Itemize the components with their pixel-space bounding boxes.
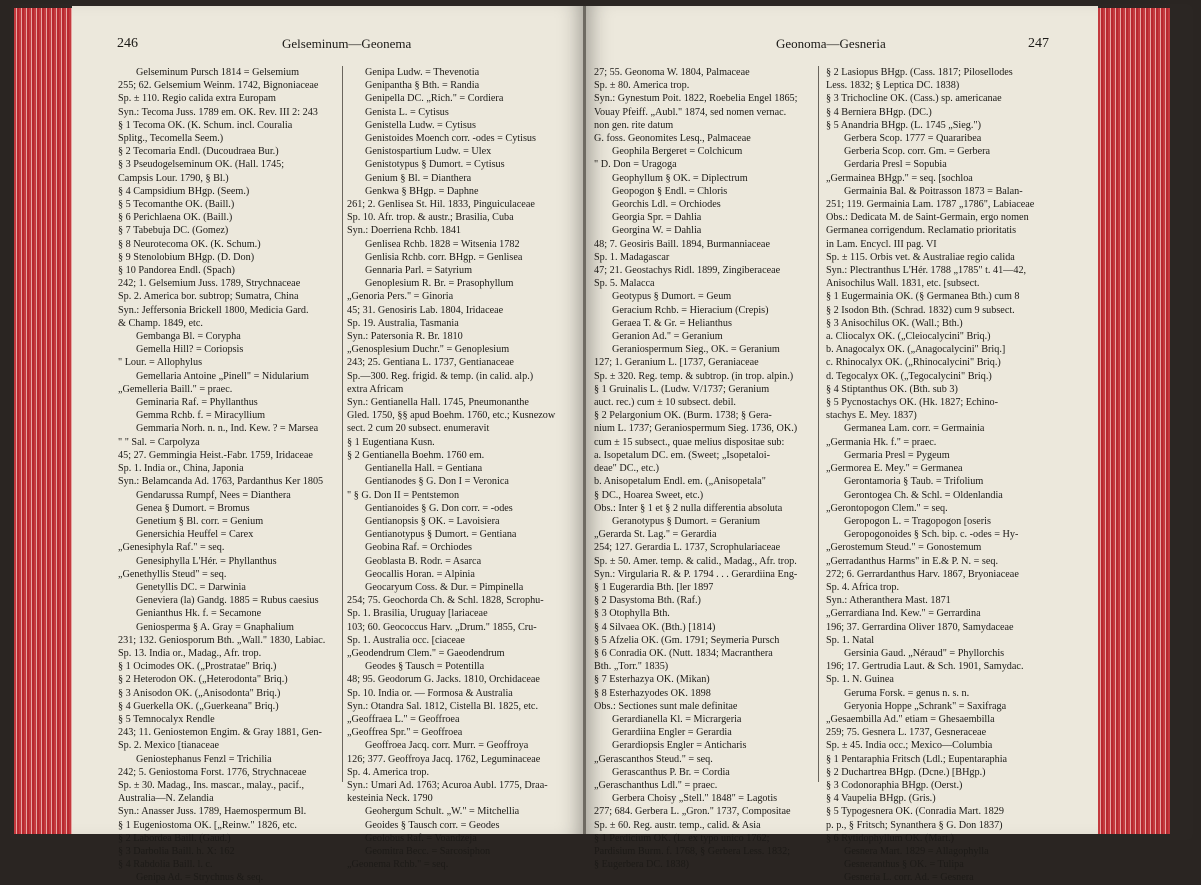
entry-line: 45; 31. Genosiris Lab. 1804, Iridaceae bbox=[347, 304, 504, 316]
entry-line: 277; 684. Gerbera L. „Gron." 1737, Compositae bbox=[594, 806, 791, 818]
entry-line: Geocallis Horan. = Alpinia bbox=[365, 568, 475, 580]
entry-line: § 2 Isodon Bth. (Schrad. 1832) cum 9 subsect. bbox=[826, 304, 1015, 316]
entry-line: § 6 Rytidophyllum OK. (Mart.) bbox=[826, 832, 955, 844]
entry-line: 261; 2. Genlisea St. Hil. 1833, Pinguiculaceae bbox=[347, 199, 535, 211]
entry-line: Geoides § Tausch corr. = Geodes bbox=[365, 819, 500, 831]
entry-line: Geropogonoides § Sch. bip. c. -odes = Hy- bbox=[844, 529, 1019, 541]
entry-line: Genistella Ludw. = Cytisus bbox=[365, 119, 476, 131]
entry-line: Syn.: Jeffersonia Brickell 1800, Medicia Gard. bbox=[118, 304, 309, 316]
entry-line: Sp. 5. Malacca bbox=[594, 278, 655, 290]
entry-line: § 2 Heterodon OK. („Heterodonta" Briq.) bbox=[118, 674, 288, 686]
entry-line: § 10 Pandorea Endl. (Spach) bbox=[118, 265, 235, 277]
entry-line: Syn.: Belamcanda Ad. 1763, Pardanthus Ker 1805 bbox=[118, 476, 324, 488]
entry-line: Georgia Spr. = Dahlia bbox=[612, 212, 702, 224]
entry-line: auct. rec.) cum ± 10 subsect. debil. bbox=[594, 397, 736, 409]
entry-line: Geobina Raf. = Orchiodes bbox=[365, 542, 473, 554]
right-page-number: 247 bbox=[1028, 36, 1049, 51]
entry-line: Geraea T. & Gr. = Helianthus bbox=[612, 317, 732, 329]
entry-line: § 3 Anisochilus OK. (Wall.; Bth.) bbox=[826, 317, 963, 329]
entry-line: Georchis Ldl. = Orchiodes bbox=[612, 199, 721, 211]
column-divider bbox=[818, 66, 819, 782]
right-page bbox=[586, 6, 1098, 884]
entry-line: non gen. rite datum bbox=[594, 119, 674, 131]
entry-line: „Geodendrum Clem." = Gaeodendrum bbox=[347, 647, 505, 659]
entry-line: „Gesaembilla Ad." etiam = Ghesaembilla bbox=[826, 713, 995, 725]
entry-line: Gerardiina Engler = Gerardia bbox=[612, 727, 732, 739]
entry-line: Genesiphylla L'Hér. = Phyllanthus bbox=[136, 555, 277, 567]
entry-line: § 2 Labordea Baill. (Gaud.) bbox=[118, 832, 231, 844]
left-column-1 bbox=[118, 66, 336, 885]
entry-line: Geranion Ad." = Geranium bbox=[612, 331, 723, 343]
entry-line: Gelseminum Pursch 1814 = Gelsemium bbox=[136, 67, 300, 78]
entry-line: Genetyllis DC. = Darwinia bbox=[136, 581, 246, 593]
entry-line: b. Anisopetalum Endl. em. („Anisopetala" bbox=[594, 476, 766, 488]
entry-line: § 3 Darbolia Baill. h. X: 162 bbox=[118, 845, 235, 857]
entry-line: „Gerontopogon Clem." = seq. bbox=[826, 502, 948, 514]
entry-line: Georgina W. = Dahlia bbox=[612, 225, 702, 237]
entry-line: § 2 Pelargonium OK. (Burm. 1738; § Gera- bbox=[594, 410, 772, 422]
entry-line: Germaria Presl = Pygeum bbox=[844, 449, 950, 461]
entry-line: Gemella Hill? = Coriopsis bbox=[136, 344, 244, 356]
entry-line: § 4 Campsidium BHgp. (Seem.) bbox=[118, 185, 250, 197]
entry-line: „Gerostemum Steud." = Gonostemum bbox=[826, 542, 982, 554]
entry-line: Pardisium Burm. f. 1768, § Gerbera Less. 1832; bbox=[594, 845, 791, 857]
entry-line: § 1 Eugeniostoma OK. [„Reinw." 1826, etc. bbox=[118, 819, 297, 831]
entry-line: § 1 Ocimodes OK. („Prostratae" Briq.) bbox=[118, 661, 277, 673]
entry-line: „Genesiphyla Raf." = seq. bbox=[118, 542, 225, 554]
right-page-edges bbox=[1098, 8, 1170, 834]
left-page bbox=[72, 6, 584, 884]
entry-line: „Germania Hk. f." = praec. bbox=[826, 436, 937, 448]
entry-line: „Germainea BHgp." = seq. [sochloa bbox=[826, 172, 973, 184]
entry-line: Sp. ± 60. Reg. austr. temp., calid. & Asia bbox=[594, 819, 761, 831]
entry-line: Sp. 2. Mexico [tianaceae bbox=[118, 740, 219, 752]
entry-line: Genkwa § BHgp. = Daphne bbox=[365, 185, 479, 197]
entry-line: Syn.: Gentianella Hall. 1745, Pneumonanthe bbox=[347, 397, 529, 409]
entry-line: 259; 75. Gesnera L. 1737, Gesneraceae bbox=[826, 727, 987, 739]
entry-line: „Gerradanthus Harms" in E.& P. N. = seq. bbox=[826, 555, 999, 567]
entry-line: „Geonema Rchb." = seq. bbox=[347, 859, 449, 871]
entry-line: „Gerrardiana Ind. Kew." = Gerrardina bbox=[826, 608, 981, 620]
entry-line: nium L. 1737; Geraniospermum Sieg. 1736, OK.) bbox=[594, 423, 798, 435]
entry-line: Sp. ± 80. America trop. bbox=[594, 80, 690, 92]
entry-line: Campsis Lour. 1790, § Bl.) bbox=[118, 172, 229, 184]
entry-line: Gennaria Parl. = Satyrium bbox=[365, 265, 473, 277]
entry-line: „Germorea E. Mey." = Germanea bbox=[826, 463, 963, 475]
entry-line: § 2 Dasystoma Bth. (Raf.) bbox=[594, 595, 701, 607]
entry-line: „Gerarda St. Lag." = Gerardia bbox=[594, 529, 717, 541]
entry-line: „Geoffrea Spr." = Geoffroea bbox=[347, 727, 463, 739]
entry-line: Gersinia Gaud. „Néraud" = Phyllorchis bbox=[844, 647, 1005, 659]
entry-line: § 9 Stenolobium BHgp. (D. Don) bbox=[118, 251, 255, 263]
entry-line: Geminaria Raf. = Phyllanthus bbox=[136, 397, 258, 409]
entry-line: 231; 132. Geniosporum Bth. „Wall." 1830, Labiac. bbox=[118, 634, 326, 646]
entry-line: Sp. 1. Australia occ. [ciaceae bbox=[347, 634, 465, 646]
entry-line: b. Anagocalyx OK. („Anagocalycini" Briq.] bbox=[826, 344, 1006, 356]
entry-line: Genoplesium R. Br. = Prasophyllum bbox=[365, 278, 514, 290]
entry-line: 103; 60. Geococcus Harv. „Drum." 1855, Cru- bbox=[347, 621, 537, 633]
entry-line: Syn.: Plectranthus L'Hér. 1788 „1785" t. 41—42, bbox=[826, 265, 1027, 277]
entry-line: Gerontamoria § Taub. = Trifolium bbox=[844, 476, 984, 488]
entry-line: Germanea corrigendum. Reclamatio prioritatis bbox=[826, 225, 1017, 237]
entry-line: Geneviera (la) Gandg. 1885 = Rubus caesius bbox=[136, 595, 319, 607]
entry-line: G. foss. Geonomites Lesq., Palmaceae bbox=[594, 133, 751, 145]
entry-line: kesteinia Neck. 1790 bbox=[347, 793, 433, 805]
left-running-head: Gelseminum—Geonema bbox=[282, 36, 412, 51]
entry-line: § 7 Tabebuja DC. (Gomez) bbox=[118, 225, 229, 237]
entry-line: § 7 Esterhazya OK. (Mikan) bbox=[594, 674, 710, 686]
entry-line: Syn.: Anasser Juss. 1789, Haemospermum Bl. bbox=[118, 806, 307, 818]
entry-line: Gendarussa Rumpf, Nees = Dianthera bbox=[136, 489, 291, 501]
entry-line: § 1 Tecoma OK. (K. Schum. incl. Couralia bbox=[118, 119, 293, 131]
entry-line: c. Rhinocalyx OK. („Rhinocalycini" Briq.) bbox=[826, 357, 1001, 369]
entry-line: " Lour. = Allophylus bbox=[118, 357, 203, 369]
entry-line: Sp. 1. Madagascar bbox=[594, 251, 670, 263]
entry-line: Gerardiopsis Engler = Anticharis bbox=[612, 740, 747, 752]
entry-line: 255; 62. Gelsemium Weinm. 1742, Bignoniaceae bbox=[118, 80, 319, 92]
entry-line: 126; 377. Geoffroya Jacq. 1762, Leguminaceae bbox=[347, 753, 541, 765]
entry-line: Syn.: Umari Ad. 1763; Acuroa Aubl. 1775, Draa- bbox=[347, 779, 548, 791]
entry-line: § 5 Anandria BHgp. (L. 1745 „Sieg.") bbox=[826, 119, 981, 131]
entry-line: Gerberia Scop. corr. Gm. = Gerbera bbox=[844, 146, 991, 158]
entry-line: § 5 Afzelia OK. (Gm. 1791; Seymeria Pursch bbox=[594, 634, 780, 646]
entry-line: extra Africam bbox=[347, 383, 404, 395]
entry-line: Syn.: Virgularia R. & P. 1794 . . . Gerardiina Eng- bbox=[594, 568, 798, 580]
entry-line: deae" DC., etc.) bbox=[594, 463, 659, 475]
entry-line: Obs.: Dedicata M. de Saint-Germain, ergo nomen bbox=[826, 212, 1029, 224]
entry-line: Sp. ± 45. India occ.; Mexico—Columbia bbox=[826, 740, 993, 752]
entry-line: Geoffroea Jacq. corr. Murr. = Geoffroya bbox=[365, 740, 529, 752]
entry-line: Geopogon § Endl. = Chloris bbox=[612, 185, 728, 197]
entry-line: 196; 37. Gerrardina Oliver 1870, Samydaceae bbox=[826, 621, 1014, 633]
entry-line: Sp.—300. Reg. frigid. & temp. (in calid. alp.) bbox=[347, 370, 534, 382]
entry-line: 251; 119. Germainia Lam. 1787 „1786", Labiaceae bbox=[826, 199, 1035, 211]
entry-line: „Geraschanthus Ldl." = praec. bbox=[594, 779, 718, 791]
right-column-2 bbox=[826, 66, 1044, 885]
entry-line: Gerdaria Presl = Sopubia bbox=[844, 159, 947, 171]
entry-line: § 1 Eugermainia OK. (§ Germanea Bth.) cum 8 bbox=[826, 291, 1020, 303]
entry-line: Geryonia Hoppe „Schrank" = Saxifraga bbox=[844, 700, 1007, 712]
entry-line: 254; 127. Gerardia L. 1737, Scrophulariaceae bbox=[594, 542, 781, 554]
entry-line: § 1 Pentaraphia Fritsch (Ldl.; Eupentaraphia bbox=[826, 753, 1008, 765]
entry-line: 254; 75. Geochorda Ch. & Schl. 1828, Scrophu- bbox=[347, 595, 544, 607]
entry-line: Bth. „Torr." 1835) bbox=[594, 661, 669, 673]
entry-line: d. Tegocalyx OK. („Tegocalycini" Briq.) bbox=[826, 370, 992, 382]
right-column-1 bbox=[594, 66, 812, 871]
entry-line: Sp. 13. India or., Madag., Afr. trop. bbox=[118, 647, 262, 659]
left-page-number: 246 bbox=[117, 36, 138, 51]
entry-line: § 6 Perichlaena OK. (Baill.) bbox=[118, 212, 233, 224]
entry-line: Sp. ± 320. Reg. temp. & subtrop. (in trop. alpin.) bbox=[594, 370, 794, 382]
entry-line: 242; 5. Geniostoma Forst. 1776, Strychnaceae bbox=[118, 766, 307, 778]
entry-line: 243; 25. Gentiana L. 1737, Gentianaceae bbox=[347, 357, 514, 369]
entry-line: Geophila Bergeret = Colchicum bbox=[612, 146, 743, 158]
entry-line: Geohergum Schult. „W." = Mitchellia bbox=[365, 806, 520, 818]
entry-line: Gentianotypus § Dumort. = Gentiana bbox=[365, 529, 517, 541]
entry-line: Syn.: Tecoma Juss. 1789 em. OK. Rev. III 2: 243 bbox=[118, 106, 318, 118]
left-column-2 bbox=[347, 66, 565, 871]
entry-line: § Eugerbera DC. 1838) bbox=[594, 859, 690, 871]
entry-line: Genianthus Hk. f. = Secamone bbox=[136, 608, 262, 620]
right-running-head: Geonoma—Gesneria bbox=[776, 36, 886, 51]
entry-line: § 1 Perdicium OK. (L. ex typo unico 1762; bbox=[594, 832, 770, 844]
entry-line: § 1 Gruinalis L. (Ludw. V/1737; Geranium bbox=[594, 383, 770, 395]
column-divider bbox=[342, 66, 343, 782]
entry-line: § 3 Trichocline OK. (Cass.) sp. americanae bbox=[826, 93, 1002, 105]
entry-line: Geocaryum Coss. & Dur. = Pimpinella bbox=[365, 581, 524, 593]
entry-line: Geodes § Tausch = Potentilla bbox=[365, 661, 485, 673]
entry-line: Gerbera Scop. 1777 = Quararibea bbox=[844, 133, 982, 145]
entry-line: " " Sal. = Carpolyza bbox=[118, 436, 200, 448]
entry-line: § 5 Temnocalyx Rendle bbox=[118, 713, 215, 725]
entry-line: 47; 21. Geostachys Ridl. 1899, Zingiberaceae bbox=[594, 265, 781, 277]
entry-line: Syn.: Gynestum Poit. 1822, Roebelia Engel 1865; bbox=[594, 93, 798, 105]
entry-line: Genersichia Heuffel = Carex bbox=[136, 529, 254, 541]
entry-line: 27; 55. Geonoma W. 1804, Palmaceae bbox=[594, 67, 750, 78]
entry-line: § 8 Neurotecoma OK. (K. Schum.) bbox=[118, 238, 261, 250]
entry-line: Genista L. = Cytisus bbox=[365, 106, 449, 118]
entry-line: § 5 Pycnostachys OK. (Hk. 1827; Echino- bbox=[826, 397, 999, 409]
entry-line: § 3 Pseudogelseminum OK. (Hall. 1745; bbox=[118, 159, 285, 171]
entry-line: Vouay Pfeiff. „Aubl." 1874, sed nomen vernac. bbox=[594, 106, 787, 118]
entry-line: Gerontogea Ch. & Schl. = Oldenlandia bbox=[844, 489, 1003, 501]
entry-line: „Gemelleria Baill." = praec. bbox=[118, 383, 233, 395]
entry-line: Geomitra Becc. = Sarcosiphon bbox=[365, 845, 491, 857]
entry-line: „Genethyllis Steud" = seq. bbox=[118, 568, 227, 580]
entry-line: a. Cliocalyx OK. („Cleiocalycini" Briq.) bbox=[826, 331, 991, 343]
entry-line: § 3 Otophylla Bth. bbox=[594, 608, 670, 620]
entry-line: „Genoria Pers." = Ginoria bbox=[347, 291, 454, 303]
entry-line: Anisochilus Wall. 1831, etc. [subsect. bbox=[826, 278, 980, 290]
entry-line: 272; 6. Gerrardanthus Harv. 1867, Bryoniaceae bbox=[826, 568, 1019, 580]
entry-line: Sp. 2. America bor. subtrop; Sumatra, China bbox=[118, 291, 299, 303]
entry-line: § 5 Typogesnera OK. (Conradia Mart. 1829 bbox=[826, 806, 1004, 818]
entry-line: Splitg., Tecomella Seem.) bbox=[118, 133, 224, 145]
entry-line: Sp. 1. N. Guinea bbox=[826, 674, 894, 686]
entry-line: Genlisia Rchb. corr. BHgp. = Genlisea bbox=[365, 251, 523, 263]
entry-line: Geniostephanus Fenzl = Trichilia bbox=[136, 753, 272, 765]
entry-line: Gemellaria Antoine „Pinell" = Nidularium bbox=[136, 370, 309, 382]
entry-line: Gentianopsis § OK. = Lavoisiera bbox=[365, 515, 500, 527]
entry-line: „Gerascanthos Steud." = seq. bbox=[594, 753, 713, 765]
entry-line: Sp. 10. Afr. trop. & austr.; Brasilia, Cuba bbox=[347, 212, 514, 224]
entry-line: Australia—N. Zelandia bbox=[118, 793, 214, 805]
entry-line: 48; 7. Geosiris Baill. 1894, Burmanniaceae bbox=[594, 238, 770, 250]
entry-line: " D. Don = Uragoga bbox=[594, 159, 677, 171]
entry-line: Syn.: Atheranthera Mast. 1871 bbox=[826, 595, 951, 607]
entry-line: Obs.: Inter § 1 et § 2 nulla differentia absoluta bbox=[594, 502, 783, 514]
entry-line: Genium § Bl. = Dianthera bbox=[365, 172, 472, 184]
entry-line: § 8 Esterhazyodes OK. 1898 bbox=[594, 687, 711, 699]
entry-line: Genlisea Rchb. 1828 = Witsenia 1782 bbox=[365, 238, 520, 250]
left-page-edges bbox=[14, 8, 72, 834]
entry-line: Sp. 1. Brasilia, Uruguay [lariaceae bbox=[347, 608, 488, 620]
entry-line: § 1 Eugerardia Bth. [ler 1897 bbox=[594, 581, 714, 593]
entry-line: Gerbera Choisy „Stell." 1848" = Lagotis bbox=[612, 793, 778, 805]
entry-line: Syn.: Doerriena Rchb. 1841 bbox=[347, 225, 462, 237]
entry-line: Sp. ± 30. Madag., Ins. mascar., malay., pacif., bbox=[118, 779, 304, 791]
entry-line: Geruma Forsk. = genus n. s. n. bbox=[844, 687, 970, 699]
entry-line: cum ± 15 subsect., quae melius dispositae sub: bbox=[594, 436, 785, 448]
entry-line: 242; 1. Gelsemium Juss. 1789, Strychnaceae bbox=[118, 278, 301, 290]
entry-line: Gentianoides § G. Don corr. = -odes bbox=[365, 502, 513, 514]
entry-line: Gentianodes § G. Don I = Veronica bbox=[365, 476, 509, 488]
entry-line: Sp. 1. India or., China, Japonia bbox=[118, 463, 244, 475]
entry-line: Geranotypus § Dumort. = Geranium bbox=[612, 515, 761, 527]
entry-line: § 4 Berniera BHgp. (DC.) bbox=[826, 106, 932, 118]
entry-line: Gemma Rchb. f. = Miracyllium bbox=[136, 410, 266, 422]
entry-line: § 2 Tecomaria Endl. (Ducoudraea Bur.) bbox=[118, 146, 279, 158]
entry-line: Obs.: Sectiones sunt male definitae bbox=[594, 700, 738, 712]
entry-line: 196; 17. Gertrudia Laut. & Sch. 1901, Samydac. bbox=[826, 661, 1024, 673]
entry-line: Sp. 10. India or. — Formosa & Australia bbox=[347, 687, 513, 699]
entry-line: a. Isopetalum DC. em. (Sweet; „Isopetaloi- bbox=[594, 449, 770, 461]
entry-line: § 3 Anisodon OK. („Anisodonta" Briq.) bbox=[118, 687, 281, 699]
entry-line: Geoblasta B. Rodr. = Asarca bbox=[365, 555, 482, 567]
entry-line: § 1 Eugentiana Kusn. bbox=[347, 436, 435, 448]
entry-line: Sp. ± 115. Orbis vet. & Australiae regio calida bbox=[826, 251, 1015, 263]
entry-line: Geophyllum § OK. = Diplectrum bbox=[612, 172, 748, 184]
entry-line: " § G. Don II = Pentstemon bbox=[347, 489, 460, 501]
entry-line: Germainia Bal. & Poitrasson 1873 = Balan- bbox=[844, 185, 1023, 197]
entry-line: Geracium Rchb. = Hieracium (Crepis) bbox=[612, 304, 769, 316]
entry-line: Syn.: Patersonia R. Br. 1810 bbox=[347, 331, 463, 343]
entry-line: § DC., Hoarea Sweet, etc.) bbox=[594, 489, 704, 501]
entry-line: Geropogon L. = Tragopogon [oseris bbox=[844, 515, 991, 527]
entry-line: Sp. 4. America trop. bbox=[347, 766, 430, 778]
entry-line: Genipa Ad. = Strychnus & seq. bbox=[136, 872, 264, 884]
entry-line: Gerardianella Kl. = Micrargeria bbox=[612, 713, 742, 725]
entry-line: stachys E. Mey. 1837) bbox=[826, 410, 917, 422]
entry-line: Sp. 4. Africa trop. bbox=[826, 581, 899, 593]
entry-line: Geraniospermum Sieg., OK. = Geranium bbox=[612, 344, 780, 356]
entry-line: Gentianella Hall. = Gentiana bbox=[365, 463, 483, 475]
entry-line: Germanea Lam. corr. = Germainia bbox=[844, 423, 985, 435]
entry-line: 45; 27. Gemmingia Heist.-Fabr. 1759, Iridaceae bbox=[118, 449, 313, 461]
entry-line: § 5 Tecomanthe OK. (Baill.) bbox=[118, 199, 235, 211]
entry-line: § 4 Guerkella OK. („Guerkeana" Briq.) bbox=[118, 700, 279, 712]
entry-line: § 2 Gentianella Boehm. 1760 em. bbox=[347, 449, 485, 461]
entry-line: Gerascanthus P. Br. = Cordia bbox=[612, 766, 730, 778]
entry-line: Gembanga Bl. = Corypha bbox=[136, 331, 241, 343]
entry-line: Less. 1832; § Leptica DC. 1838) bbox=[826, 80, 960, 92]
entry-line: § 6 Conradia OK. (Nutt. 1834; Macranthera bbox=[594, 647, 773, 659]
entry-line: § 2 Duchartrea BHgp. (Dcne.) [BHgp.) bbox=[826, 766, 986, 778]
entry-line: Sp. 19. Australia, Tasmania bbox=[347, 317, 459, 329]
entry-line: Syn.: Otandra Sal. 1812, Cistella Bl. 1825, etc. bbox=[347, 700, 538, 712]
entry-line: 127; 1. Geranium L. [1737, Geraniaceae bbox=[594, 357, 759, 369]
entry-line: p. p., § Fritsch; Synanthera § G. Don 1837) bbox=[826, 819, 1003, 831]
entry-line: Geniosperma § A. Gray = Gnaphalium bbox=[136, 621, 294, 633]
entry-line: Geolobus Raf. = Voandzeja bbox=[365, 832, 477, 844]
entry-line: Genetium § Bl. corr. = Genium bbox=[136, 515, 264, 527]
entry-line: § 4 Vaupelia BHgp. (Gris.) bbox=[826, 793, 936, 805]
entry-line: 243; 11. Geniostemon Engim. & Gray 1881, Gen- bbox=[118, 727, 322, 739]
entry-line: Genipantha § Bth. = Randia bbox=[365, 80, 480, 92]
entry-line: Genistoides Moench corr. -odes = Cytisus bbox=[365, 133, 536, 145]
entry-line: Genipa Ludw. = Thevenotia bbox=[365, 67, 480, 78]
entry-line: „Genosplesium Duchr." = Genoplesium bbox=[347, 344, 510, 356]
entry-line: in Lam. Encycl. III pag. VI bbox=[826, 238, 937, 250]
entry-line: § 4 Silvaea OK. (Bth.) [1814) bbox=[594, 621, 716, 633]
entry-line: sect. 2 cum 20 subsect. enumeravit bbox=[347, 423, 490, 435]
entry-line: Gled. 1750, §§ apud Boehm. 1760, etc.; Kusnezow bbox=[347, 410, 556, 422]
entry-line: & Champ. 1849, etc. bbox=[118, 317, 203, 329]
entry-line: Sp. ± 110. Regio calida extra Europam bbox=[118, 93, 276, 105]
entry-line: § 3 Codonoraphia BHgp. (Oerst.) bbox=[826, 779, 963, 791]
entry-line: Sp. ± 50. Amer. temp. & calid., Madag., Afr. trop. bbox=[594, 555, 797, 567]
entry-line: § 2 Lasiopus BHgp. (Cass. 1817; Pilosellodes bbox=[826, 67, 1013, 78]
entry-line: Genipella DC. „Rich." = Cordiera bbox=[365, 93, 504, 105]
entry-line: Gesneranthus § OK. = Tulipa bbox=[844, 859, 964, 871]
entry-line: Geotypus § Dumort. = Geum bbox=[612, 291, 732, 303]
entry-line: Genistotypus § Dumort. = Cytisus bbox=[365, 159, 505, 171]
entry-line: 48; 95. Geodorum G. Jacks. 1810, Orchidaceae bbox=[347, 674, 540, 686]
entry-line: Gesnera Mart. 1829 = Allagophylla bbox=[844, 845, 989, 857]
entry-line: Genistospartium Ludw. = Ulex bbox=[365, 146, 492, 158]
entry-line: „Geoffraea L." = Geoffroea bbox=[347, 713, 460, 725]
entry-line: § 4 Stiptanthus OK. (Bth. sub 3) bbox=[826, 383, 958, 395]
entry-line: Sp. 1. Natal bbox=[826, 634, 875, 646]
entry-line: § 4 Rabdolia Baill. l. c. bbox=[118, 859, 213, 871]
entry-line: Gesneria L. corr. Ad. = Gesnera bbox=[844, 872, 974, 884]
entry-line: Gemmaria Norh. n. n., Ind. Kew. ? = Marsea bbox=[136, 423, 319, 435]
entry-line: Genea § Dumort. = Bromus bbox=[136, 502, 250, 514]
